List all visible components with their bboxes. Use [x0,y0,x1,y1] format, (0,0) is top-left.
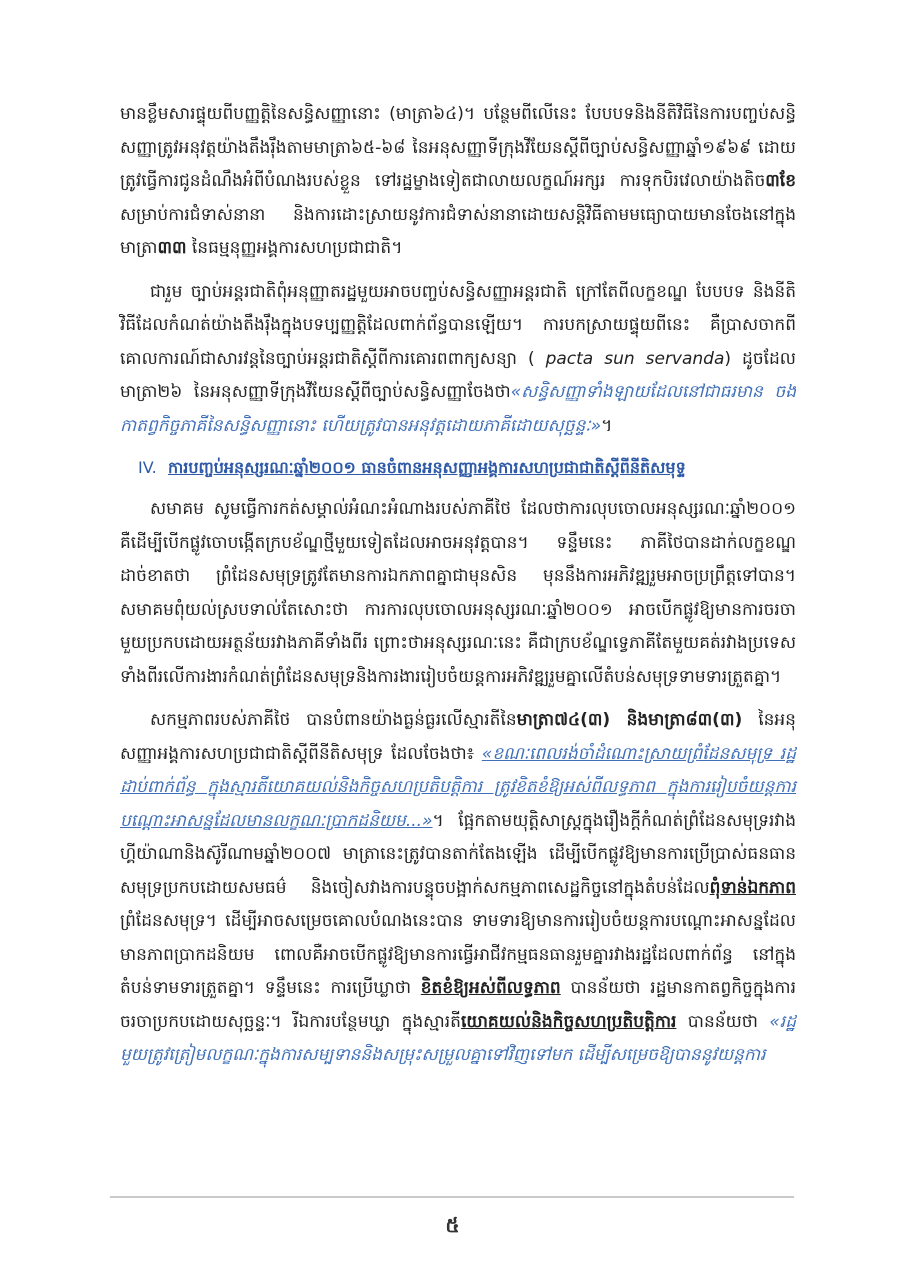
paragraph-1-text-c: នៃធម្មនុញ្ញអង្គការសហប្រជាជាតិ។ [186,238,403,258]
page-body [120,98,796,1083]
paragraph-2-text-b: ) ដូចដែលមាត្រា២៦ នៃអនុសញ្ញាទីក្រុងវីយែនស្តីពីច្បាប់សន្ធិសញ្ញាចែងថា [120,348,796,402]
paragraph-1-text-a: មានខ្លឹមសារផ្ទុយពីបញ្ញត្តិនៃសន្ធិសញ្ញានោះ (មាត្រា៦៤)។ បន្ថែមពីលើនេះ បែបបទនិងនីតិវិធីនៃការបញ្ចប់សន្ធិសញ្ញាត្រូវអនុវត្តយ៉ាងតឹងរ៉ឹងតាមមាត្រា៦៥-៦៨ នៃអនុសញ្ញាទីក្រុងវីយែនស្តីពីច្បាប់សន្ធិសញ្ញាឆ្នាំ១៩៦៩ ដោយត្រូវធ្វើការជូនដំណឹងអំពីបំណងរបស់ខ្លួន ទៅរដ្ឋម្ខាងទៀតជាលាយលក្ខណ៍អក្សរ ការទុកបិរវេលាយ៉ាងតិច [120,104,796,191]
paragraph-1 [120,98,796,266]
paragraph-1-bold-b: ៣៣ [157,238,187,258]
paragraph-2-text-a: ជារួម ច្បាប់អន្តរជាតិពុំអនុញ្ញាតរដ្ឋមួយអាចបញ្ចប់សន្ធិសញ្ញាអន្តរជាតិ ក្រៅតែពីលក្ខខណ្ឌ បែបបទ និងនីតិវិធីដែលកំណត់យ៉ាងតឹងរ៉ឹងក្នុងបទប្បញ្ញត្តិដែលពាក់ព័ន្ធបានឡើយ។ ការបកស្រាយផ្ទុយពីនេះ គឺប្រាសចាកពីគោលការណ៍ជាសារវន្តនៃច្បាប់អន្តរជាតិស្តីពីការគោរពពាក្យសន្យា ( [120,281,796,369]
quote-continuation: «រដ្ឋមួយត្រូវត្រៀមលក្ខណៈក្នុងការសម្បទាននិងសម្រុះសម្រួលគ្នាទៅវិញទៅមក ដើម្បីសម្រេចឱ្យបាននូវយន្តការ [120,1011,796,1065]
section-number: IV. [138,458,157,477]
emphasis-unresolved: ពុំទាន់ឯកភាព [709,877,796,898]
paragraph-4-text-e: បានន័យថា រដ្ឋមានកាតព្វកិច្ចក្នុងការចរចាប្រកបដោយសុច្ឆន្ទៈ។ រីឯការបន្ថែមឃ្លា ក្នុងស្មារតី [120,978,796,1032]
emphasis-best-efforts: ខិតខំឱ្យអស់ពីលទ្ធភាព [420,978,561,998]
paragraph-3: សមាគម សូមធ្វើការកត់សម្គាល់អំណះអំណាងរបស់ភាគីថៃ ដែលថាការលុបចោលអនុស្សរណៈឆ្នាំ២០០១ គឺដើម្បីបើកផ្លូវចោបង្កើតក្របខ័ណ្ឌថ្មីមួយទៀតដែលអាចអនុវត្តបាន។ ទន្ទឹមនេះ ភាគីថៃបានដាក់លក្ខខណ្ឌដាច់ខាតថា ព្រំដែនសមុទ្រត្រូវតែមានការឯកភាពគ្នាជាមុនសិន មុននឹងការអភិវឌ្ឍរួមអាចប្រព្រឹត្តទៅបាន។ សមាគមពុំយល់ស្របទាល់តែសោះថា ការការលុបចោលអនុស្សរណៈឆ្នាំ២០០១ អាចបើកផ្លូវឱ្យមានការចរចាមួយប្រកបដោយអត្ថន័យរវាងភាគីទាំងពីរ ព្រោះថាអនុស្សរណៈនេះ គឺជាក្របខ័ណ្ឌទ្វេភាគីតែមួយគត់រវាងប្រទេសទាំងពីរលើការងារកំណត់ព្រំដែនសមុទ្រនិងការងាររៀបចំយន្តការអភិវឌ្ឍរួមគ្នាលើតំបន់សមុទ្រទាមទារត្រួតគ្នា។ [120,499,796,687]
page-number: ៥ [445,1213,460,1237]
paragraph-2-end: ។ [601,415,613,436]
paragraph-1-bold-a: ៣ខែ [765,171,796,191]
paragraph-4-text-c: ។ ផ្អែកតាមយុត្តិសាស្ត្រក្នុងរឿងក្តីកំណត់ព្រំដែនសមុទ្ររវាងហ្គីយ៉ាណានិងស៊ូរីណាមឆ្នាំ២០០៧ មាត្រានេះត្រូវបានតាក់តែងឡើង ដើម្បីបើកផ្លូវឱ្យមានការប្រើប្រាស់ធនធានសមុទ្រប្រកបដោយសមធម៌ និងចៀសវាងការបន្ទុចបង្អាក់សកម្មភាពសេដ្ឋកិច្ចនៅក្នុងតំបន់ដែល [120,810,796,898]
section-heading [138,453,796,483]
quote-article-26: «សន្ធិសញ្ញាទាំងឡាយដែលនៅជាធរមាន ចងកាតព្វកិច្ចភាគីនៃសន្ធិសញ្ញានោះ ហើយត្រូវបានអនុវត្តដោយភាគីដោយសុច្ឆន្ទៈ» [120,382,796,436]
footer-divider [110,1196,794,1198]
paragraph-4-text-a: សកម្មភាពរបស់ភាគីថៃ បានបំពានយ៉ាងធ្ងន់ធ្ងរលើស្មារតីនៃ [150,710,517,730]
paragraph-4 [120,704,796,1073]
paragraph-2 [120,276,796,444]
article-reference: មាត្រា៧៤(៣) និងមាត្រា៨៣(៣) [516,710,743,730]
section-title: ការបញ្ចប់អនុស្សរណៈឆ្នាំ២០០១ ធានចំពានអនុសញ្ញាអង្គការសហប្រជាជាតិស្តីពីនីតិសមុទ្ទ [168,458,686,477]
paragraph-4-text-d: ព្រំដែនសមុទ្រ។ ដើម្បីអាចសម្រេចគោលបំណងនេះបាន ទាមទារឱ្យមានការរៀបចំយន្តការបណ្តោះអាសន្នដែលមានភាពប្រាកដនិយម ពោលគឺអាចបើកផ្លូវឱ្យមានការធ្វើអាជីវកម្មធនធានរួមគ្នារវាងរដ្ឋដែលពាក់ព័ន្ធ នៅក្នុងតំបន់ទាមទារត្រួតគ្នា។ ទន្ទឹមនេះ ការប្រើឃ្លាថា [120,911,796,998]
paragraph-1-text-b: សម្រាប់ការជំទាស់នានា និងការដោះស្រាយនូវការជំទាស់នានាដោយសន្តិវិធីតាមមធ្យោបាយមានចែងនៅក្នុងមាត្រា [120,204,796,258]
paragraph-4-text-f: បានន័យថា [676,1011,770,1032]
emphasis-cooperation: យោគយល់និងកិច្ចសហប្រតិបត្តិការ [460,1011,677,1032]
latin-phrase: pacta sun servanda [545,348,725,369]
paragraph-4-text-b: នៃអនុសញ្ញាអង្គការសហប្រជាជាតិស្តីពីនីតិសមុទ្រ ដែលចែងថា៖ [120,710,796,764]
quote-article-74: «ខណៈពេលរង់ចាំដំណោះស្រាយព្រំដែនសមុទ្រ រដ្ឋដាប់ពាក់ព័ន្ធ ក្នុងស្មារតីយោគយល់និងកិច្ចសហប្រតិបត្តិការ ត្រូវខិតខំឱ្យអស់ពីលទ្ធភាព ក្នុងការរៀបចំយន្តការបណ្តោះអាសន្នដែលមានលក្ខណៈប្រាកដនិយម...» [120,743,796,831]
